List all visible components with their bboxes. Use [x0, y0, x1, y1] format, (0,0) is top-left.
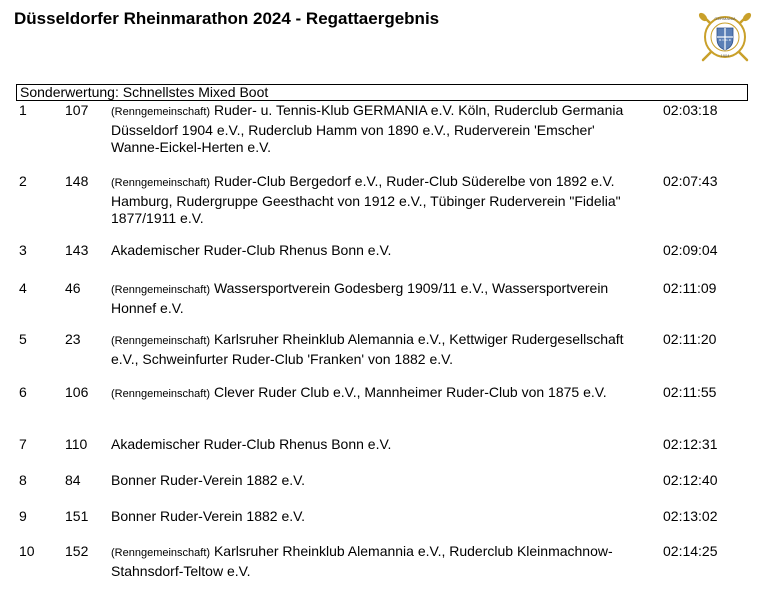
result-rank: 8 — [19, 472, 27, 488]
result-crew — [111, 280, 641, 317]
result-bib-number: 143 — [65, 242, 89, 258]
result-rank: 5 — [19, 331, 27, 347]
result-time: 02:07:43 — [663, 173, 718, 189]
crew-clubs: Karlsruher Rheinklub Alemannia e.V., Kettwiger Rudergesellschaft e.V., Schweinfurter Ruder-Club 'Franken' von 1882 e.V. — [111, 331, 624, 367]
result-time: 02:09:04 — [663, 242, 718, 258]
result-rank: 2 — [19, 173, 27, 189]
crew-clubs: Karlsruher Rheinklub Alemannia e.V., Ruderclub Kleinmachnow-Stahnsdorf-Teltow e.V. — [111, 543, 613, 579]
result-bib-number: 84 — [65, 472, 81, 488]
crew-type-prefix: (Renngemeinschaft) — [111, 177, 211, 189]
result-bib-number: 23 — [65, 331, 81, 347]
result-time: 02:11:55 — [663, 384, 717, 400]
page-title: Düsseldorfer Rheinmarathon 2024 - Regattaergebnis — [14, 9, 440, 28]
crew-type-prefix: (Renngemeinschaft) — [111, 106, 211, 118]
crew-clubs: Bonner Ruder-Verein 1882 e.V. — [111, 508, 306, 524]
result-crew — [111, 102, 641, 157]
result-time: 02:03:18 — [663, 102, 718, 118]
result-time: 02:11:09 — [663, 280, 717, 296]
result-bib-number: 151 — [65, 508, 89, 524]
result-rank: 10 — [19, 543, 35, 559]
crest-arc-text: GERMANIA — [714, 16, 736, 21]
result-time: 02:11:20 — [663, 331, 717, 347]
crew-type-prefix: (Renngemeinschaft) — [111, 335, 211, 347]
result-time: 02:12:31 — [663, 436, 718, 452]
crew-clubs: Wassersportverein Godesberg 1909/11 e.V., Wassersportverein Honnef e.V. — [111, 280, 609, 316]
result-crew — [111, 331, 641, 368]
result-crew — [111, 384, 641, 404]
result-bib-number: 148 — [65, 173, 89, 189]
result-rank: 3 — [19, 242, 27, 258]
result-time: 02:14:25 — [663, 543, 718, 559]
result-rank: 6 — [19, 384, 27, 400]
crew-clubs: Ruder-Club Bergedorf e.V., Ruder-Club Süderelbe von 1892 e.V. Hamburg, Rudergruppe Geesthacht von 1912 e.V., Tübinger Ruderverein "Fidelia" 1877/1911 e.V. — [111, 173, 621, 226]
result-bib-number: 152 — [65, 543, 89, 559]
result-time: 02:13:02 — [663, 508, 718, 524]
result-crew — [111, 472, 641, 490]
crew-clubs: Akademischer Ruder-Club Rhenus Bonn e.V. — [111, 242, 392, 258]
result-rank: 4 — [19, 280, 27, 296]
result-crew — [111, 242, 641, 260]
result-bib-number: 107 — [65, 102, 89, 118]
result-rank: 9 — [19, 508, 27, 524]
result-bib-number: 106 — [65, 384, 89, 400]
result-crew — [111, 508, 641, 526]
crew-type-prefix: (Renngemeinschaft) — [111, 388, 211, 400]
crew-clubs: Ruder- u. Tennis-Klub GERMANIA e.V. Köln, Ruderclub Germania Düsseldorf 1904 e.V., Ruderclub Hamm von 1890 e.V., Ruderverein 'Emscher' Wanne-Eickel-Herten e.V. — [111, 102, 624, 155]
crew-clubs: Bonner Ruder-Verein 1882 e.V. — [111, 472, 306, 488]
result-time: 02:12:40 — [663, 472, 718, 488]
crest-year: 1904 — [720, 53, 730, 58]
result-crew — [111, 436, 641, 454]
result-bib-number: 110 — [65, 436, 88, 452]
crew-clubs: Akademischer Ruder-Club Rhenus Bonn e.V. — [111, 436, 392, 452]
crest-monogram: R·C·G·D — [719, 38, 731, 42]
crew-type-prefix: (Renngemeinschaft) — [111, 547, 211, 559]
crew-type-prefix: (Renngemeinschaft) — [111, 284, 211, 296]
section-label: Sonderwertung: Schnellstes Mixed Boot — [20, 84, 269, 100]
result-rank: 1 — [19, 102, 27, 118]
result-crew — [111, 173, 641, 228]
crew-clubs: Clever Ruder Club e.V., Mannheimer Ruder-Club von 1875 e.V. — [213, 384, 607, 400]
result-rank: 7 — [19, 436, 27, 452]
result-bib-number: 46 — [65, 280, 81, 296]
result-crew — [111, 543, 641, 580]
